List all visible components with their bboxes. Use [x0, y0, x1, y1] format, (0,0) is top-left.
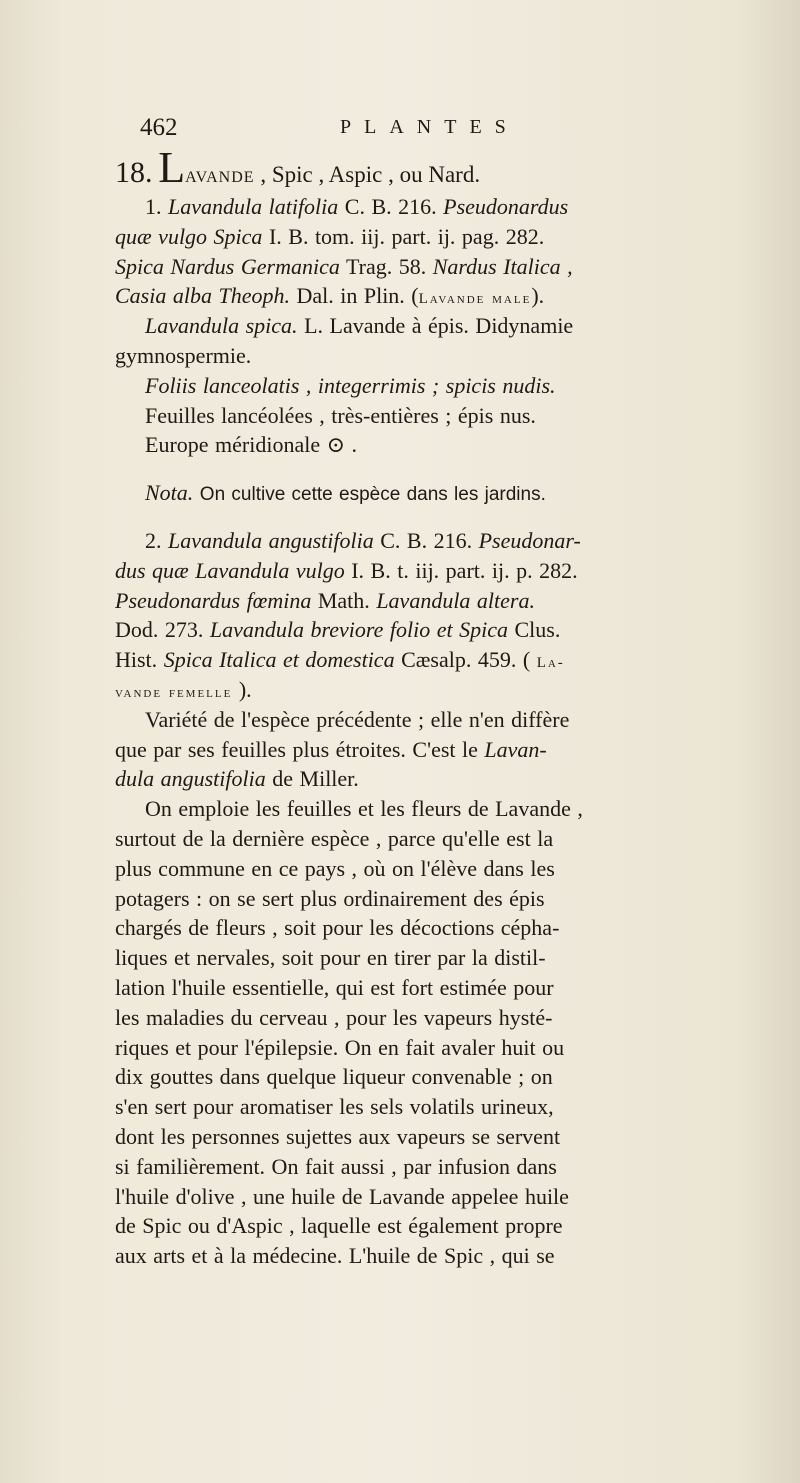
reference: Hist. — [115, 647, 158, 673]
nota-line — [115, 478, 760, 508]
synonym: Pseudonardus — [443, 194, 569, 219]
linnaean-name: Lavandula spica. — [145, 313, 298, 339]
entry-initial: L — [158, 143, 186, 192]
synonym: Lavandula altera. — [376, 587, 535, 613]
text-line: aux arts et à la médecine. L'huile de Spic , qui se — [115, 1243, 555, 1269]
spacer — [115, 460, 760, 478]
text-line: On emploie les feuilles et les fleurs de Lavande , — [145, 796, 583, 822]
reference: Math. — [317, 587, 370, 613]
text-line: riques et pour l'épilepsie. On en fait avaler huit ou — [115, 1034, 565, 1060]
classification: L. Lavande à épis. Didynamie — [304, 313, 574, 339]
text-segment: de Miller. — [272, 766, 359, 792]
french-description: Feuilles lancéolées , très-entières ; épis nus. — [145, 402, 536, 428]
species-1-block — [115, 192, 760, 460]
synonym: Pseudonar- — [478, 527, 581, 553]
synonym: Spica Italica et domestica — [163, 647, 395, 673]
text-line — [115, 764, 760, 794]
text-line — [115, 192, 760, 222]
text-line — [115, 252, 760, 282]
reference: I. B. tom. iij. part. ij. pag. 282. — [268, 223, 545, 249]
text-line: potagers : on se sert plus ordinairement des épis — [115, 885, 545, 911]
page-body — [115, 143, 760, 1271]
species-2-block — [115, 526, 760, 705]
synonym: Casia alba Theoph. — [115, 283, 290, 309]
punctuation: ). — [531, 283, 545, 309]
text-line: si familièrement. On fait aussi , par infusion dans — [115, 1153, 557, 1179]
species-number: 2. — [145, 527, 162, 553]
text-line: liques et nervales, soit pour en tirer par la distil- — [115, 945, 546, 971]
classification: gymnospermie. — [115, 342, 252, 368]
text-line — [115, 615, 760, 645]
nota-label: Nota. — [145, 480, 194, 506]
text-line: chargés de fleurs , soit pour les décoctions cépha- — [115, 915, 560, 941]
text-line — [115, 556, 760, 586]
text-line: s'en sert pour aromatiser les sels volatils urineux, — [115, 1094, 554, 1120]
text-line: plus commune en ce pays , où on l'élève dans les — [115, 855, 555, 881]
species-name: Lavandula angustifolia — [168, 527, 374, 553]
text-line — [115, 341, 760, 371]
text-segment: que par ses feuilles plus étroites. C'est le — [115, 736, 478, 762]
latin-description: Foliis lanceolatis , integerrimis ; spicis nudis. — [145, 372, 556, 398]
reference: Trag. 58. — [345, 253, 427, 279]
text-line: de Spic ou d'Aspic , laquelle est également propre — [115, 1213, 563, 1239]
text-line — [115, 281, 760, 311]
reference: I. B. t. iij. part. ij. p. 282. — [351, 557, 578, 583]
nota-text: On cultive cette espèce dans les jardins. — [199, 484, 546, 506]
text-line — [115, 222, 760, 252]
text-line: les maladies du cerveau , pour les vapeurs hysté- — [115, 1004, 553, 1030]
text-line — [115, 526, 760, 556]
reference: C. B. 216. — [380, 527, 473, 553]
punctuation: ). — [238, 676, 252, 702]
species-name: Lavandula latifolia — [168, 194, 339, 219]
entry-title-tail: , Spic , Aspic , ou Nard. — [260, 162, 481, 187]
synonym: Spica Nardus Germanica — [115, 253, 340, 279]
reference: Dal. in Plin. ( — [296, 283, 419, 309]
synonym: Pseudonardus fœmina — [115, 587, 312, 613]
entry-title — [115, 143, 760, 192]
species-name: Lavan- — [484, 736, 547, 762]
text-line: lation l'huile essentielle, qui est fort estimée pour — [115, 974, 554, 1000]
spacer — [115, 508, 760, 526]
text-line: dix gouttes dans quelque liqueur convenable ; on — [115, 1064, 553, 1090]
text-line — [115, 586, 760, 616]
text-line: Variété de l'espèce précédente ; elle n'en diffère — [145, 706, 570, 732]
entry-title-sc: avande — [185, 162, 255, 187]
text-line — [115, 675, 760, 705]
synonym: dus quæ Lavandula vulgo — [115, 557, 345, 583]
page-number: 462 — [140, 114, 178, 141]
text-line: dont les personnes sujettes aux vapeurs se servent — [115, 1123, 561, 1149]
common-name: vande femelle — [115, 684, 233, 701]
page-header — [140, 114, 760, 144]
synonym: Lavandula breviore folio et Spica — [209, 617, 508, 643]
habitat: Europe méridionale ⊙ . — [145, 432, 358, 458]
reference: C. B. 216. — [344, 194, 437, 219]
entry-number: 18. — [115, 156, 153, 189]
species-name: dula angustifolia — [115, 766, 266, 792]
reference: Dod. 273. — [115, 617, 204, 643]
text-line — [115, 311, 760, 341]
synonym: Nardus Italica , — [432, 253, 573, 279]
common-name: La- — [536, 655, 565, 672]
common-name: Lavande male — [418, 291, 532, 308]
reference: Cæsalp. 459. ( — [401, 647, 531, 673]
species-number: 1. — [145, 194, 162, 219]
text-line: surtout de la dernière espèce , parce qu'elle est la — [115, 825, 554, 851]
text-line — [115, 735, 760, 765]
paragraph-uses — [115, 794, 760, 1271]
text-line: l'huile d'olive , une huile de Lavande appelee huile — [115, 1183, 569, 1209]
text-line — [115, 645, 760, 675]
reference: Clus. — [514, 617, 561, 643]
running-head: PLANTES — [340, 116, 519, 138]
paragraph-variety — [115, 705, 760, 794]
synonym: quæ vulgo Spica — [115, 223, 263, 249]
